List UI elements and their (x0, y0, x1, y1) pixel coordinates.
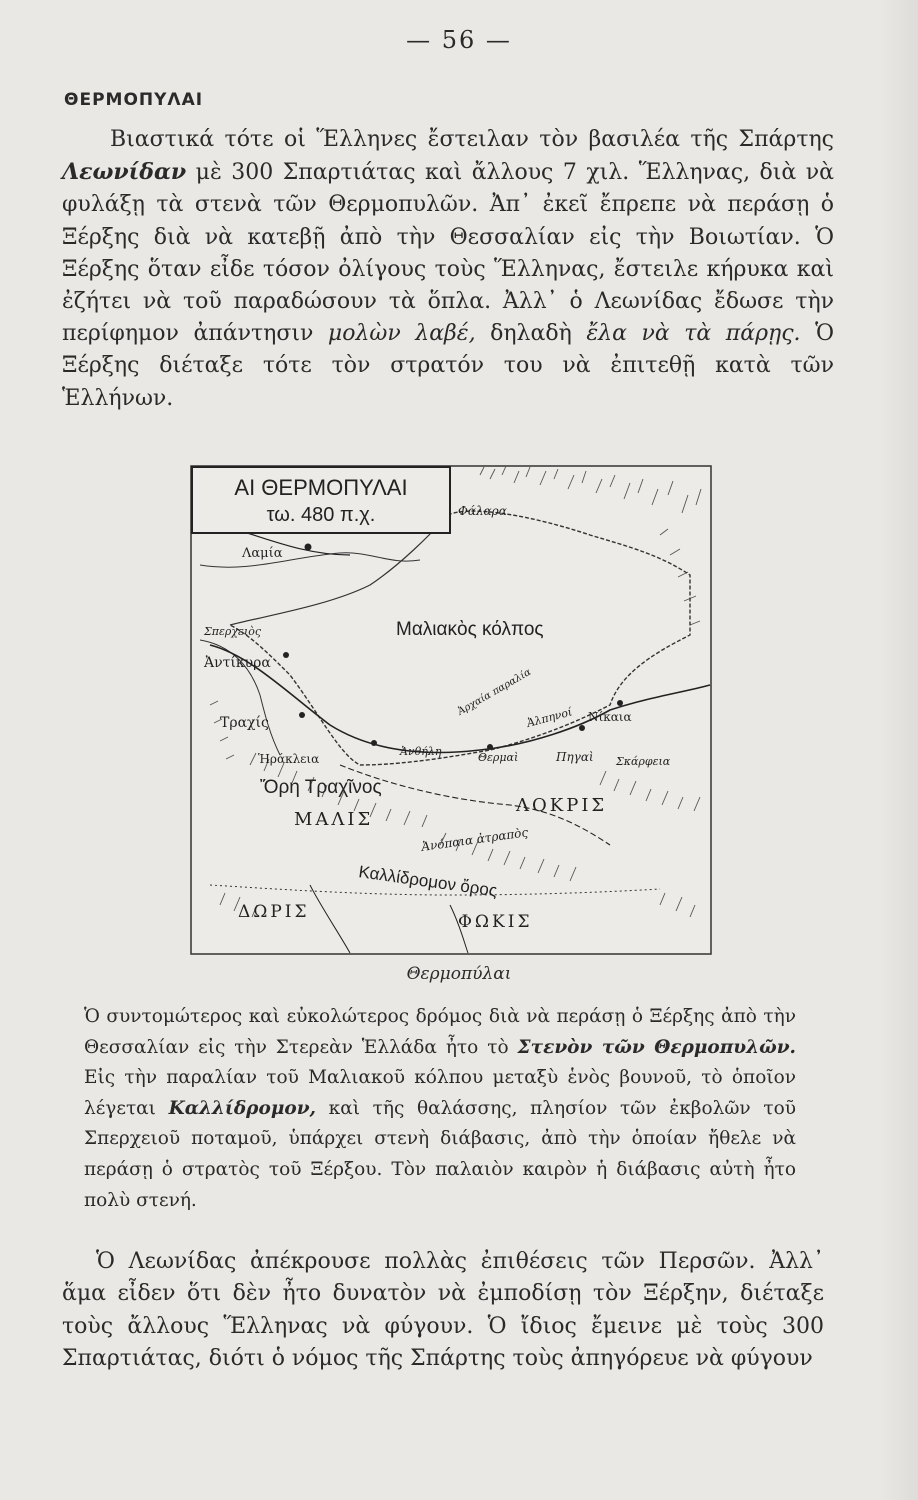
label-ancient-coast: Ἀρχαία παραλία (456, 666, 534, 718)
paragraph2-text-b: Εἰς τὴν παραλίαν τοῦ Μαλιακοῦ κόλπου μεταξὺ ἑνὸς βουνοῦ, τὸ ὁποῖον λέγεται (84, 1067, 796, 1119)
paragraph1-text-c: δηλαδὴ (490, 321, 572, 347)
thermopylae-map (190, 465, 712, 955)
paragraph1-text-d: Ὁ Ξέρξης διέταξε τότε τὸν στρατόν του νὰ ἐπιτεθῇ κατὰ τῶν Ἑλλήνων. (62, 321, 834, 411)
label-sperchios: Σπερχειὸς (204, 625, 262, 638)
leonidas-name: Λεωνίδαν (62, 159, 187, 186)
label-pigai: Πηγαὶ (556, 750, 594, 764)
label-lamia: Λαμία (242, 546, 283, 561)
label-maliac-gulf: Μαλιακὸς κόλπος (396, 619, 544, 640)
paragraph2-text-a: Ὁ συντομώτερος καὶ εὐκολώτερος δρόμος διὰ νὰ περάσῃ ὁ Ξέρξης ἀπὸ τὴν Θεσσαλίαν εἰς τὴν Στερεὰν Ἑλλάδα ἦτο τὸ (84, 1006, 796, 1058)
label-skarfeia: Σκάρφεια (616, 755, 671, 768)
label-anopaia-path: Ἀνόπαια ἀτραπὸς (420, 825, 529, 854)
label-alpenoi: Ἀλπηνοί (525, 705, 574, 730)
quote-meaning: ἔλα νὰ τὰ πάρῃς. (586, 321, 801, 347)
label-lokris: ΛΟΚΡΙΣ (516, 795, 608, 816)
paragraph1-text-b: μὲ 300 Σπαρτιάτας καὶ ἄλλους 7 χιλ. Ἕλληνας, διὰ νὰ φυλάξῃ τὰ στενὰ τῶν Θερμοπυλῶν. Ἀπ᾿ ἐκεῖ ἔπρεπε νὰ περάσῃ ὁ Ξέρξης διὰ νὰ κατεβῇ ἀπὸ τὴν Θεσσαλίαν εἰς τὴν Βοιωτίαν. Ὁ Ξέρξης ὅταν εἶδε τόσον ὀλίγους τοὺς Ἕλληνας, ἔστειλε κήρυκα καὶ ἐζήτει νὰ τοῦ παραδώσουν τὰ ὅπλα. Ἀλλ᾿ ὁ Λεωνίδας ἔδωσε τὴν περίφημον ἀπάντησιν (62, 160, 834, 347)
paragraph-pass (84, 1002, 796, 1216)
page-edge-shadow (878, 0, 918, 1500)
running-section-title: ΘΕΡΜΟΠΥΛΑΙ (64, 90, 204, 110)
map-date: τω. 480 π.χ. (266, 504, 376, 526)
label-doris: ΔΩΡΙΣ (238, 902, 310, 922)
page-number: — 56 — (406, 26, 512, 54)
paragraph2-text-c: καὶ τῆς θαλάσσης, πλησίον τῶν ἐκβολῶν τοῦ Σπερχειοῦ ποταμοῦ, ὑπάρχει στενὴ διάβασις, ἀπὸ τὴν ὁποίαν ἤθελε νὰ περάσῃ ὁ στρατὸς τοῦ Ξέρξου. Τὸν παλαιὸν καιρὸν ἡ διάβασις αὐτὴ ἦτο πολὺ στενή. (84, 1097, 796, 1211)
paragraph1-text-a: Βιαστικά τότε οἱ Ἕλληνες ἔστειλαν τὸν βασιλέα τῆς Σπάρτης (110, 127, 834, 152)
map-caption: Θερμοπύλαι (406, 964, 512, 984)
map-drawing (190, 465, 712, 955)
kallidromon-term: Καλλίδρομον, (168, 1097, 316, 1119)
label-herakleia: Ἡράκλεια (258, 752, 320, 766)
label-malis: ΜΑΛΙΣ (294, 809, 374, 830)
label-antikyra: Ἀντίκυρα (204, 655, 271, 671)
label-falara: Φάλαρα (458, 504, 507, 518)
paragraph-leonidas (62, 124, 834, 415)
label-kallidromon: Καλλίδρομον ὄρος (357, 862, 499, 901)
label-anthili: Ἀνθήλη (400, 745, 442, 758)
paragraph-defense: Ὁ Λεωνίδας ἀπέκρουσε πολλὰς ἐπιθέσεις τῶν Περσῶν. Ἀλλ᾿ ἅμα εἶδεν ὅτι δὲν ἦτο δυνατὸν νὰ ἐμποδίσῃ τὸν Ξέρξην, διέταξε τοὺς ἄλλους Ἕλληνας νὰ φύγουν. Ὁ ἴδιος ἔμεινε μὲ τοὺς 300 Σπαρτιάτας, διότι ὁ νόμος τῆς Σπάρτης τοὺς ἀπηγόρευε νὰ φύγουν (62, 1249, 824, 1371)
map-title: ΑΙ ΘΕΡΜΟΠΥΛΑΙ (234, 475, 408, 500)
label-thermai: Θερμαὶ (478, 751, 519, 764)
label-nikaia: Νίκαια (588, 710, 632, 724)
label-fokis: ΦΩΚΙΣ (458, 912, 533, 932)
label-trachis: Τραχίς (220, 715, 269, 731)
thermopylae-pass-term: Στενὸν τῶν Θερμοπυλῶν. (517, 1036, 796, 1058)
molon-labe-quote: μολὼν λαβέ, (327, 321, 476, 347)
label-trachis-mountains: Ὄρη Τραχῖνος (260, 777, 382, 798)
